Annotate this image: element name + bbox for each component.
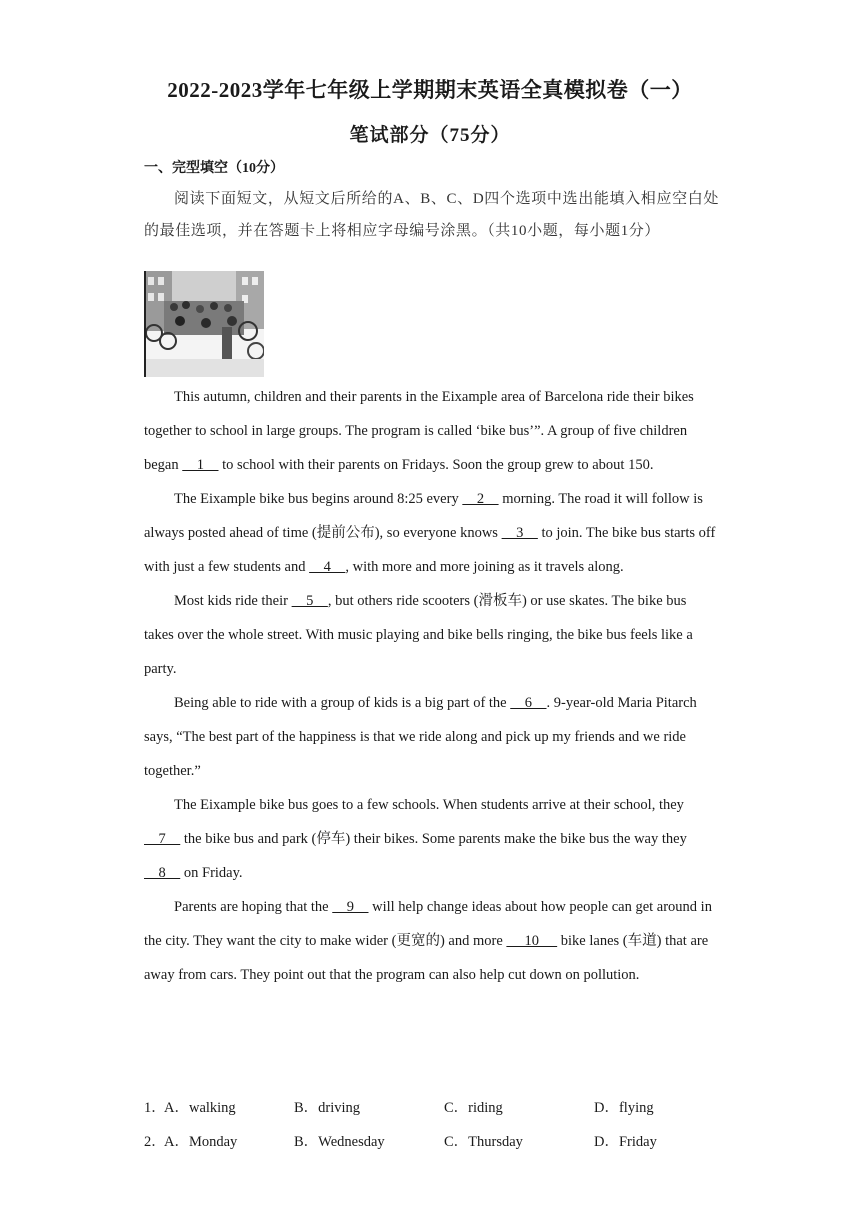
- page-subtitle: 笔试部分（75分）: [349, 125, 511, 146]
- blank-8: 8: [144, 865, 181, 881]
- blank-3: 3: [501, 525, 538, 541]
- blank-5: 5: [291, 593, 328, 609]
- blank-4: 4: [309, 559, 346, 575]
- passage-paragraph-1: [144, 380, 716, 482]
- passage-text: to school with their parents on Fridays. Soon the group grew to about 150.: [218, 457, 654, 473]
- blank-6: 6: [510, 695, 547, 711]
- passage-text: to join. The bike bus starts off with just a few students and: [144, 525, 716, 575]
- passage-text: . 9-year-old Maria Pitarch says, “The best part of the happiness is that we ride along and pick up my friends and we ride together.”: [144, 695, 697, 779]
- option-b[interactable]: B．driving: [294, 1100, 361, 1116]
- blank-7: 7: [144, 831, 181, 847]
- option-d[interactable]: D．flying: [594, 1100, 654, 1116]
- blank-1: 1: [182, 457, 219, 473]
- passage-text: The Eixample bike bus begins around 8:25 every: [174, 491, 463, 507]
- page-title: 2022-2023学年七年级上学期期末英语全真模拟卷（一）: [167, 78, 693, 102]
- bike-bus-photo: [144, 271, 264, 377]
- passage-paragraph-6: [144, 890, 716, 992]
- question-row-1: [144, 1091, 744, 1125]
- passage-text: , but others ride scooters (滑板车) or use skates. The bike bus takes over the whole street. With music playing and bike bells ringing, the bike bus feels like a party.: [144, 593, 693, 677]
- passage-text: morning. The road it will follow is always posted ahead of time (提前公布), so everyone knows: [144, 491, 703, 541]
- answer-options: [144, 1091, 744, 1159]
- option-b[interactable]: B．Wednesday: [294, 1134, 385, 1150]
- option-a[interactable]: A．Monday: [164, 1134, 238, 1150]
- option-c[interactable]: C．Thursday: [444, 1134, 523, 1150]
- blank-10: 10: [506, 933, 558, 949]
- passage-paragraph-3: [144, 584, 716, 686]
- passage-text: bike lanes (车道) that are away from cars. They point out that the program can also help cut down on pollution.: [144, 933, 709, 983]
- question-row-2: [144, 1125, 744, 1159]
- passage-text: The Eixample bike bus goes to a few schools. When students arrive at their school, they: [174, 797, 684, 813]
- question-number: 2．: [144, 1134, 166, 1150]
- question-number: 1．: [144, 1100, 166, 1116]
- passage-text: on Friday.: [180, 865, 243, 881]
- section-instructions: 阅读下面短文，从短文后所给的A、B、C、D四个选项中选出能填入相应空白处的最佳选项，并在答题卡上将相应字母编号涂黑。（共10小题，每小题1分）: [144, 191, 719, 239]
- passage-text: will help change ideas about how people can get around in the city. They want the city to make wider (更宽的) and more: [144, 899, 712, 949]
- blank-2: 2: [462, 491, 499, 507]
- passage-text: Most kids ride their: [174, 593, 292, 609]
- passage-text: the bike bus and park (停车) their bikes. Some parents make the bike bus the way they: [180, 831, 687, 847]
- passage-text: This autumn, children and their parents in the Eixample area of Barcelona ride their bikes together to school in large groups. The program is called ‘bike bus’”. A group of five children began: [144, 389, 694, 473]
- section-heading: 一、完型填空（10分）: [144, 161, 284, 176]
- passage-paragraph-5: [144, 788, 716, 890]
- passage-paragraph-2: [144, 482, 716, 584]
- blank-9: 9: [332, 899, 369, 915]
- option-c[interactable]: C．riding: [444, 1100, 503, 1116]
- option-d[interactable]: D．Friday: [594, 1134, 657, 1150]
- option-a[interactable]: A．walking: [164, 1100, 236, 1116]
- passage-text: Being able to ride with a group of kids is a big part of the: [174, 695, 511, 711]
- passage-paragraph-4: [144, 686, 716, 788]
- passage-text: , with more and more joining as it travels along.: [345, 559, 624, 575]
- passage-text: Parents are hoping that the: [174, 899, 333, 915]
- reading-passage: [144, 380, 716, 992]
